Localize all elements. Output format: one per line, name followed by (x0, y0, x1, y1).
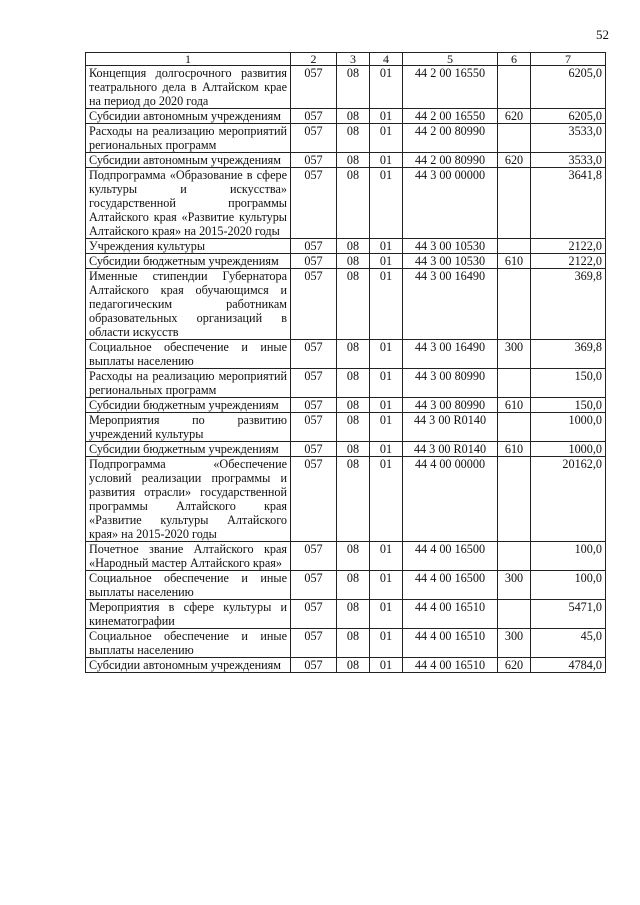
target-article-cell: 44 4 00 16500 (403, 542, 498, 571)
ministry-code-cell: 057 (291, 66, 337, 109)
amount-cell: 6205,0 (531, 66, 606, 109)
amount-cell: 3641,8 (531, 168, 606, 239)
target-article-cell: 44 4 00 16510 (403, 629, 498, 658)
subsection-code-cell: 01 (370, 600, 403, 629)
table-row (86, 369, 606, 398)
target-article-cell: 44 3 00 80990 (403, 398, 498, 413)
amount-cell: 1000,0 (531, 413, 606, 442)
subsection-code-cell: 01 (370, 153, 403, 168)
subsection-code-cell: 01 (370, 398, 403, 413)
expense-type-cell: 610 (498, 254, 531, 269)
subsection-code-cell: 01 (370, 442, 403, 457)
section-code-cell: 08 (337, 442, 370, 457)
target-article-cell: 44 4 00 00000 (403, 457, 498, 542)
table-row (86, 239, 606, 254)
ministry-code-cell: 057 (291, 269, 337, 340)
section-code-cell: 08 (337, 413, 370, 442)
ministry-code-cell: 057 (291, 542, 337, 571)
expense-type-cell (498, 542, 531, 571)
ministry-code-cell: 057 (291, 398, 337, 413)
ministry-code-cell: 057 (291, 168, 337, 239)
expense-name-cell: Социальное обеспечение и иные выплаты населению (86, 571, 291, 600)
expense-name-cell: Социальное обеспечение и иные выплаты населению (86, 340, 291, 369)
target-article-cell: 44 4 00 16510 (403, 658, 498, 673)
table-row (86, 269, 606, 340)
expense-name-cell: Субсидии бюджетным учреждениям (86, 442, 291, 457)
section-code-cell: 08 (337, 369, 370, 398)
table-row (86, 658, 606, 673)
amount-cell: 369,8 (531, 340, 606, 369)
expense-type-cell: 300 (498, 629, 531, 658)
expense-name-cell: Подпрограмма «Обеспечение условий реализации программы и развития отрасли» государственной программы Алтайского края «Развитие культуры Алтайского края» на 2015-2020 годы (86, 457, 291, 542)
expense-name-cell: Мероприятия в сфере культуры и кинематографии (86, 600, 291, 629)
expense-name-cell: Субсидии автономным учреждениям (86, 153, 291, 168)
section-code-cell: 08 (337, 398, 370, 413)
table-row (86, 66, 606, 109)
ministry-code-cell: 057 (291, 124, 337, 153)
table-row (86, 542, 606, 571)
table-row (86, 153, 606, 168)
amount-cell: 1000,0 (531, 442, 606, 457)
section-code-cell: 08 (337, 629, 370, 658)
table-row (86, 398, 606, 413)
ministry-code-cell: 057 (291, 442, 337, 457)
table-row (86, 109, 606, 124)
expense-type-cell: 620 (498, 153, 531, 168)
section-code-cell: 08 (337, 168, 370, 239)
column-header: 3 (337, 53, 370, 66)
section-code-cell: 08 (337, 269, 370, 340)
amount-cell: 2122,0 (531, 239, 606, 254)
section-code-cell: 08 (337, 254, 370, 269)
section-code-cell: 08 (337, 153, 370, 168)
ministry-code-cell: 057 (291, 340, 337, 369)
table-row (86, 413, 606, 442)
column-header: 5 (403, 53, 498, 66)
table-row (86, 442, 606, 457)
subsection-code-cell: 01 (370, 629, 403, 658)
expense-type-cell: 620 (498, 109, 531, 124)
table-row (86, 571, 606, 600)
target-article-cell: 44 3 00 80990 (403, 369, 498, 398)
target-article-cell: 44 4 00 16510 (403, 600, 498, 629)
subsection-code-cell: 01 (370, 457, 403, 542)
subsection-code-cell: 01 (370, 239, 403, 254)
expense-name-cell: Субсидии бюджетным учреждениям (86, 254, 291, 269)
table-header-row (86, 53, 606, 66)
expense-type-cell (498, 269, 531, 340)
expense-type-cell: 620 (498, 658, 531, 673)
ministry-code-cell: 057 (291, 658, 337, 673)
subsection-code-cell: 01 (370, 571, 403, 600)
section-code-cell: 08 (337, 457, 370, 542)
target-article-cell: 44 2 00 16550 (403, 109, 498, 124)
expense-name-cell: Почетное звание Алтайского края «Народный мастер Алтайского края» (86, 542, 291, 571)
expense-type-cell: 610 (498, 398, 531, 413)
section-code-cell: 08 (337, 66, 370, 109)
amount-cell: 6205,0 (531, 109, 606, 124)
amount-cell: 100,0 (531, 542, 606, 571)
table-row (86, 124, 606, 153)
section-code-cell: 08 (337, 340, 370, 369)
expense-type-cell (498, 66, 531, 109)
target-article-cell: 44 2 00 80990 (403, 153, 498, 168)
section-code-cell: 08 (337, 600, 370, 629)
expense-type-cell (498, 239, 531, 254)
expense-type-cell: 300 (498, 571, 531, 600)
column-header: 6 (498, 53, 531, 66)
subsection-code-cell: 01 (370, 413, 403, 442)
subsection-code-cell: 01 (370, 340, 403, 369)
target-article-cell: 44 2 00 16550 (403, 66, 498, 109)
section-code-cell: 08 (337, 658, 370, 673)
target-article-cell: 44 2 00 80990 (403, 124, 498, 153)
column-header: 2 (291, 53, 337, 66)
subsection-code-cell: 01 (370, 369, 403, 398)
expense-name-cell: Учреждения культуры (86, 239, 291, 254)
column-header: 7 (531, 53, 606, 66)
section-code-cell: 08 (337, 109, 370, 124)
subsection-code-cell: 01 (370, 109, 403, 124)
target-article-cell: 44 3 00 16490 (403, 340, 498, 369)
amount-cell: 2122,0 (531, 254, 606, 269)
target-article-cell: 44 3 00 10530 (403, 239, 498, 254)
subsection-code-cell: 01 (370, 66, 403, 109)
table-row (86, 168, 606, 239)
column-header: 4 (370, 53, 403, 66)
expense-name-cell: Концепция долгосрочного развития театрального дела в Алтайском крае на период до 2020 года (86, 66, 291, 109)
budget-table (85, 52, 606, 673)
expense-type-cell: 300 (498, 340, 531, 369)
ministry-code-cell: 057 (291, 153, 337, 168)
expense-type-cell (498, 124, 531, 153)
subsection-code-cell: 01 (370, 124, 403, 153)
expense-type-cell: 610 (498, 442, 531, 457)
amount-cell: 3533,0 (531, 124, 606, 153)
table-row (86, 600, 606, 629)
section-code-cell: 08 (337, 124, 370, 153)
section-code-cell: 08 (337, 239, 370, 254)
expense-type-cell (498, 600, 531, 629)
subsection-code-cell: 01 (370, 269, 403, 340)
expense-name-cell: Подпрограмма «Образование в сфере культуры и искусства» государственной программы Алтайского края «Развитие культуры Алтайского края» на 2015-2020 годы (86, 168, 291, 239)
expense-name-cell: Именные стипендии Губернатора Алтайского края обучающимся и педагогическим работникам образовательных организаций в области искусств (86, 269, 291, 340)
subsection-code-cell: 01 (370, 542, 403, 571)
target-article-cell: 44 3 00 00000 (403, 168, 498, 239)
target-article-cell: 44 3 00 16490 (403, 269, 498, 340)
expense-name-cell: Субсидии автономным учреждениям (86, 109, 291, 124)
amount-cell: 150,0 (531, 398, 606, 413)
subsection-code-cell: 01 (370, 168, 403, 239)
table-row (86, 629, 606, 658)
expense-name-cell: Социальное обеспечение и иные выплаты населению (86, 629, 291, 658)
amount-cell: 5471,0 (531, 600, 606, 629)
expense-name-cell: Мероприятия по развитию учреждений культуры (86, 413, 291, 442)
amount-cell: 4784,0 (531, 658, 606, 673)
amount-cell: 20162,0 (531, 457, 606, 542)
table-row (86, 340, 606, 369)
amount-cell: 3533,0 (531, 153, 606, 168)
subsection-code-cell: 01 (370, 658, 403, 673)
expense-type-cell (498, 413, 531, 442)
page-number: 52 (596, 27, 609, 42)
column-header: 1 (86, 53, 291, 66)
expense-name-cell: Субсидии бюджетным учреждениям (86, 398, 291, 413)
subsection-code-cell: 01 (370, 254, 403, 269)
ministry-code-cell: 057 (291, 254, 337, 269)
table-row (86, 457, 606, 542)
target-article-cell: 44 4 00 16500 (403, 571, 498, 600)
table-row (86, 254, 606, 269)
ministry-code-cell: 057 (291, 600, 337, 629)
amount-cell: 369,8 (531, 269, 606, 340)
expense-type-cell (498, 457, 531, 542)
expense-type-cell (498, 168, 531, 239)
target-article-cell: 44 3 00 R0140 (403, 413, 498, 442)
ministry-code-cell: 057 (291, 413, 337, 442)
section-code-cell: 08 (337, 542, 370, 571)
ministry-code-cell: 057 (291, 109, 337, 124)
expense-name-cell: Расходы на реализацию мероприятий региональных программ (86, 369, 291, 398)
ministry-code-cell: 057 (291, 571, 337, 600)
expense-name-cell: Расходы на реализацию мероприятий региональных программ (86, 124, 291, 153)
amount-cell: 150,0 (531, 369, 606, 398)
target-article-cell: 44 3 00 10530 (403, 254, 498, 269)
expense-type-cell (498, 369, 531, 398)
amount-cell: 45,0 (531, 629, 606, 658)
section-code-cell: 08 (337, 571, 370, 600)
target-article-cell: 44 3 00 R0140 (403, 442, 498, 457)
amount-cell: 100,0 (531, 571, 606, 600)
ministry-code-cell: 057 (291, 457, 337, 542)
ministry-code-cell: 057 (291, 369, 337, 398)
ministry-code-cell: 057 (291, 629, 337, 658)
expense-name-cell: Субсидии автономным учреждениям (86, 658, 291, 673)
ministry-code-cell: 057 (291, 239, 337, 254)
